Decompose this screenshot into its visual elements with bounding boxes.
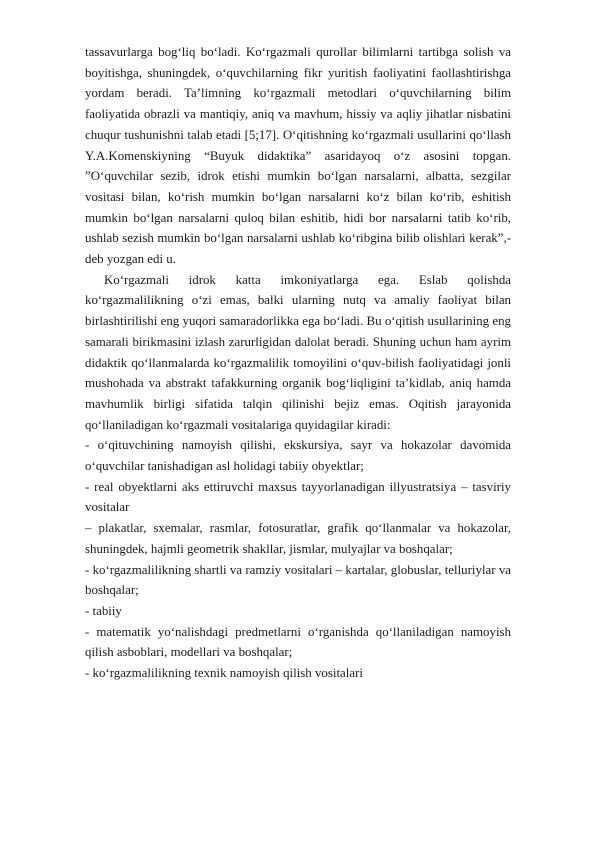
list-item: - ko‘rgazmalilikning texnik namoyish qilish vositalari [85, 666, 363, 681]
list-item: - real obyektlarni aks ettiruvchi maxsus tayyorlanadigan illyustratsiya – tasviriy vositalar [85, 479, 511, 515]
paragraph-1: tassavurlarga bog‘liq bo‘ladi. Ko‘rgazmali qurollar bilimlarni tartibga solish va boyitishga, shuningdek, o‘quvchilarning fikr yuritish faoliyatini faollashtirishga yordam beradi. Ta’limning ko‘rgazmali metodlari o‘quvchilarning bilim faoliyatida obrazli va mantiqiy, aniq va mavhum, hissiy va aqliy jihatlar nisbatini chuqur tushunishni talab etadi [5;17]. O‘qitishning ko‘rgazmali usullarini qo‘llash Y.A.Komenskiyning “Buyuk didaktika” asaridayoq o‘z asosini topgan. ”O‘quvchilar sezib, idrok etishi mumkin bo‘lgan narsalarni, albatta, sezgilar vositasi bilan, ko‘rish mumkin bo‘lgan narsalarni ko‘z bilan ko‘rib, eshitish mumkin bo‘lgan narsalarni quloq bilan eshitib, hidi bor narsalarni tatib ko‘rib, ushlab sezish mumkin bo‘lgan narsalarni ushlab ko‘ribgina bilib olishlari kerak”,- deb yozgan edi u. [85, 45, 511, 267]
paragraph-2: Ko‘rgazmali idrok katta imkoniyatlarga ega. Eslab qolishda ko‘rgazmalilikning o‘zi emas, balki ularning nutq va amaliy faoliyat bilan birlashtirilishi eng yuqori samaradorlikka ega bo‘ladi. Bu o‘qitish usullarining eng samarali birikmasini izlash zarurligidan dalolat beradi. Shuning uchun ham ayrim didaktik qo‘llanmalarda ko‘rgazmalilik tomoyilini o‘quv-bilish faoliyatidagi jonli mushohada va abstrakt tafakkurning organik bog‘liqligini ta’kidlab, aniq hamda mavhumlik birligi sifatida talqin qilinishi bejiz emas. Oqitish jarayonida qo‘llaniladigan ko‘rgazmali vositalariga quyidagilar kiradi: [85, 272, 511, 432]
list-item: - tabiiy [85, 603, 122, 618]
list-item: - ko‘rgazmalilikning shartli va ramziy vositalari – kartalar, globuslar, telluriylar va boshqalar; [85, 562, 511, 598]
body-text [85, 42, 511, 684]
list-item: – plakatlar, sxemalar, rasmlar, fotosuratlar, grafik qo‘llanmalar va hokazolar, shuningdek, hajmli geometrik shakllar, jismlar, mulyajlar va boshqalar; [85, 521, 511, 556]
list-item: - o‘qituvchining namoyish qilishi, ekskursiya, sayr va hokazolar davomida o‘quvchilar tanishadigan asl holidagi tabiiy obyektlar; [85, 438, 511, 474]
list-item: - matematik yo‘nalishdagi predmetlarni o‘rganishda qo‘llaniladigan namoyish qilish asboblari, modellari va boshqalar; [85, 624, 511, 660]
